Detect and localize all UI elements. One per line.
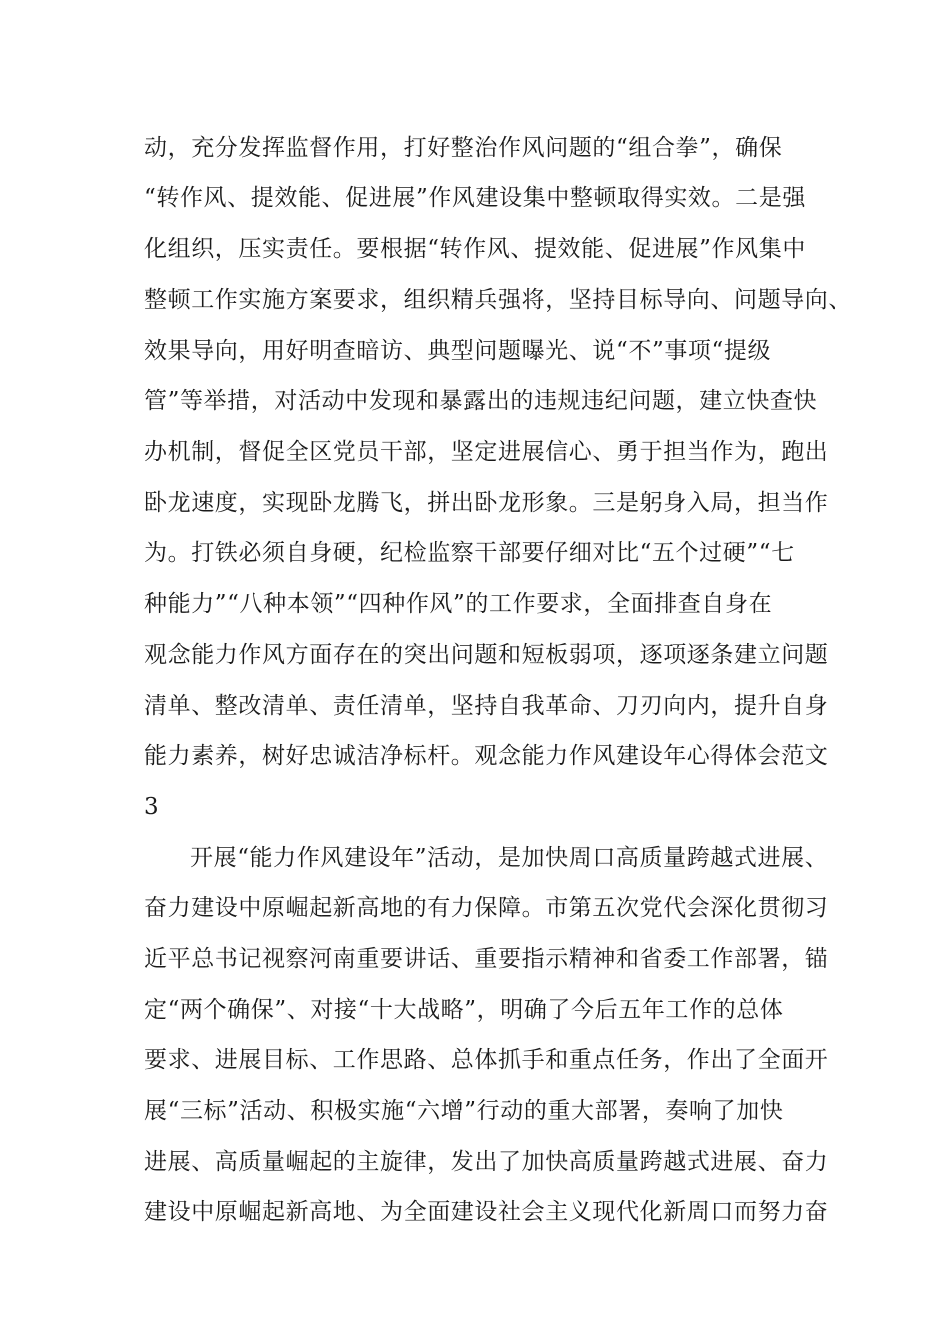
text-line: 开展“能力作风建设年”活动，是加快周口高质量跨越式进展、 [190, 845, 829, 871]
text-line: 能力素养，树好忠诚洁净标杆。观念能力作风建设年心得体会范文 [144, 743, 829, 769]
text-line: 清单、整改清单、责任清单，坚持自我革命、刀刃向内，提升自身 [144, 693, 829, 719]
text-line: 化组织，压实责任。要根据“转作风、提效能、促进展”作风集中 [144, 236, 806, 262]
text-line: 观念能力作风方面存在的突出问题和短板弱项，逐项逐条建立问题 [144, 642, 829, 668]
text-line: 为。打铁必须自身硬，纪检监察干部要仔细对比“五个过硬”“七 [144, 540, 795, 566]
text-line: 定“两个确保”、对接“十大战略”，明确了今后五年工作的总体 [144, 997, 784, 1023]
text-line: 效果导向，用好明查暗访、典型问题曝光、说“不”事项“提级 [144, 338, 772, 364]
text-line: 办机制，督促全区党员干部，坚定进展信心、勇于担当作为，跑出 [144, 439, 829, 465]
text-line: 动，充分发挥监督作用，打好整治作风问题的“组合拳”，确保 [144, 135, 783, 161]
text-line: 展“三标”活动、积极实施“六增”行动的重大部署，奏响了加快 [144, 1098, 784, 1124]
text-line: 近平总书记视察河南重要讲话、重要指示精神和省委工作部署，锚 [144, 946, 829, 972]
text-line: 奋力建设中原崛起新高地的有力保障。市第五次党代会深化贯彻习 [144, 895, 829, 921]
text-line: 建设中原崛起新高地、为全面建设社会主义现代化新周口而努力奋 [144, 1199, 829, 1225]
text-line: 3 [144, 794, 160, 820]
text-line: 进展、高质量崛起的主旋律，发出了加快高质量跨越式进展、奋力 [144, 1149, 829, 1175]
text-line: 卧龙速度，实现卧龙腾飞，拼出卧龙形象。三是躬身入局，担当作 [144, 490, 829, 516]
text-line: 种能力”“八种本领”“四种作风”的工作要求，全面排查自身在 [144, 591, 773, 617]
text-line: 整顿工作实施方案要求，组织精兵强将，坚持目标导向、问题导向、 [144, 287, 852, 313]
text-line: 管”等举措，对活动中发现和暴露出的违规违纪问题，建立快查快 [144, 388, 818, 414]
text-line: “转作风、提效能、促进展”作风建设集中整顿取得实效。二是强 [144, 185, 806, 211]
text-line: 要求、进展目标、工作思路、总体抓手和重点任务，作出了全面开 [144, 1047, 829, 1073]
